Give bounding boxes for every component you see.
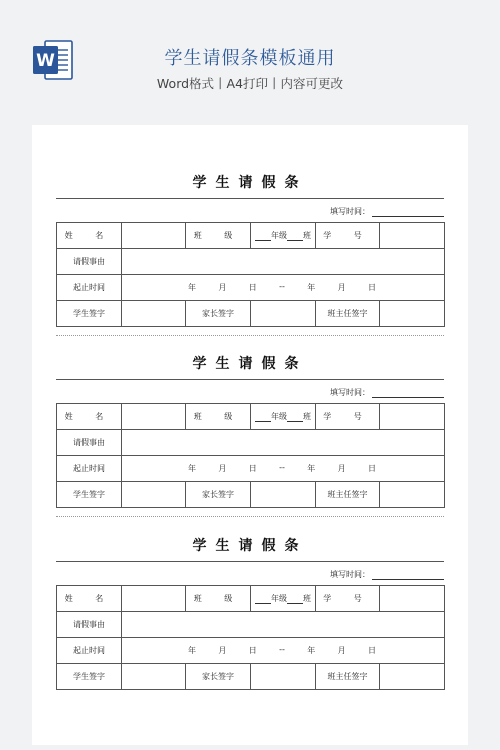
fill-time-label: 填写时间：	[330, 388, 370, 397]
name-label: 姓 名	[57, 404, 122, 430]
reason-label: 请假事由	[57, 612, 122, 638]
leave-form-table	[56, 222, 445, 327]
grade-class-cell[interactable]	[251, 223, 316, 249]
student-signature-label: 学生签字	[57, 301, 122, 327]
student-id-cell[interactable]	[380, 223, 445, 249]
start-day: 日	[248, 464, 257, 473]
parent-signature-label: 家长签字	[186, 301, 251, 327]
title-rule	[56, 198, 444, 199]
class-label: 班 级	[186, 404, 251, 430]
class-label: 班 级	[186, 586, 251, 612]
reason-cell[interactable]	[122, 430, 445, 456]
grade-class-cell[interactable]	[251, 586, 316, 612]
cut-line	[56, 335, 444, 336]
teacher-signature-label: 班主任签字	[316, 664, 380, 690]
parent-signature-cell[interactable]	[251, 664, 316, 690]
reason-label: 请假事由	[57, 249, 122, 275]
table-row	[57, 275, 445, 301]
period-label: 起止时间	[57, 638, 122, 664]
student-signature-cell[interactable]	[122, 664, 186, 690]
student-id-label: 学 号	[316, 586, 380, 612]
word-icon-letter: W	[36, 51, 55, 71]
date-dash: --	[279, 645, 285, 654]
start-year: 年	[188, 646, 196, 655]
name-label: 姓 名	[57, 586, 122, 612]
period-label: 起止时间	[57, 275, 122, 301]
parent-signature-cell[interactable]	[251, 482, 316, 508]
end-year: 年	[307, 283, 316, 292]
fill-time-blank[interactable]	[372, 208, 444, 217]
class-label: 班 级	[186, 223, 251, 249]
teacher-signature-label: 班主任签字	[316, 301, 380, 327]
slip-title: 学生请假条	[192, 356, 308, 372]
period-cell[interactable]	[122, 638, 445, 664]
reason-cell[interactable]	[122, 249, 445, 275]
end-month: 月	[337, 283, 346, 292]
date-dash: --	[279, 282, 285, 291]
page-subtitle: Word格式丨A4打印丨内容可更改	[156, 76, 344, 91]
end-day: 日	[367, 283, 376, 292]
parent-signature-cell[interactable]	[251, 301, 316, 327]
slip-title: 学生请假条	[192, 538, 308, 554]
period-cell[interactable]	[122, 456, 445, 482]
end-year: 年	[307, 646, 316, 655]
grade-class-cell[interactable]	[251, 404, 316, 430]
table-row	[57, 404, 445, 430]
table-row	[57, 638, 445, 664]
student-id-label: 学 号	[316, 404, 380, 430]
start-year: 年	[188, 464, 196, 473]
start-day: 日	[248, 646, 257, 655]
reason-label: 请假事由	[57, 430, 122, 456]
student-signature-label: 学生签字	[57, 664, 122, 690]
table-row	[57, 586, 445, 612]
table-row	[57, 456, 445, 482]
title-rule	[56, 379, 444, 380]
student-signature-cell[interactable]	[122, 301, 186, 327]
fill-time-label: 填写时间：	[330, 207, 370, 216]
table-row	[57, 664, 445, 690]
grade-label: 年级	[271, 412, 287, 421]
start-month: 月	[218, 464, 227, 473]
name-cell[interactable]	[122, 223, 186, 249]
teacher-signature-cell[interactable]	[380, 482, 445, 508]
start-month: 月	[218, 646, 227, 655]
name-cell[interactable]	[122, 586, 186, 612]
fill-time-field[interactable]	[330, 387, 444, 398]
leave-form-table	[56, 403, 445, 508]
slip-title: 学生请假条	[192, 175, 308, 191]
leave-slip-1	[56, 172, 444, 337]
start-year: 年	[188, 283, 196, 292]
cut-line	[56, 516, 444, 517]
student-id-cell[interactable]	[380, 586, 445, 612]
table-row	[57, 482, 445, 508]
name-cell[interactable]	[122, 404, 186, 430]
grade-label: 年级	[271, 594, 287, 603]
end-day: 日	[367, 646, 376, 655]
fill-time-field[interactable]	[330, 206, 444, 217]
end-month: 月	[337, 464, 346, 473]
grade-label: 年级	[271, 231, 287, 240]
document-page	[32, 125, 468, 745]
table-row	[57, 301, 445, 327]
period-cell[interactable]	[122, 275, 445, 301]
page-title: 学生请假条模板通用	[164, 48, 336, 69]
fill-time-field[interactable]	[330, 569, 444, 580]
student-id-cell[interactable]	[380, 404, 445, 430]
student-id-label: 学 号	[316, 223, 380, 249]
teacher-signature-label: 班主任签字	[316, 482, 380, 508]
class-unit-label: 班	[303, 412, 311, 421]
leave-slip-2	[56, 353, 444, 518]
name-label: 姓 名	[57, 223, 122, 249]
teacher-signature-cell[interactable]	[380, 664, 445, 690]
student-signature-cell[interactable]	[122, 482, 186, 508]
table-row	[57, 612, 445, 638]
table-row	[57, 223, 445, 249]
student-signature-label: 学生签字	[57, 482, 122, 508]
leave-form-table	[56, 585, 445, 690]
reason-cell[interactable]	[122, 612, 445, 638]
end-year: 年	[307, 464, 316, 473]
fill-time-label: 填写时间：	[330, 570, 370, 579]
table-row	[57, 430, 445, 456]
end-day: 日	[367, 464, 376, 473]
table-row	[57, 249, 445, 275]
end-month: 月	[337, 646, 346, 655]
teacher-signature-cell[interactable]	[380, 301, 445, 327]
fill-time-blank[interactable]	[372, 389, 444, 398]
parent-signature-label: 家长签字	[186, 664, 251, 690]
title-rule	[56, 561, 444, 562]
class-unit-label: 班	[303, 594, 311, 603]
class-unit-label: 班	[303, 231, 311, 240]
period-label: 起止时间	[57, 456, 122, 482]
leave-slip-3	[56, 535, 444, 700]
start-month: 月	[218, 283, 227, 292]
start-day: 日	[248, 283, 257, 292]
date-dash: --	[279, 463, 285, 472]
fill-time-blank[interactable]	[372, 571, 444, 580]
parent-signature-label: 家长签字	[186, 482, 251, 508]
